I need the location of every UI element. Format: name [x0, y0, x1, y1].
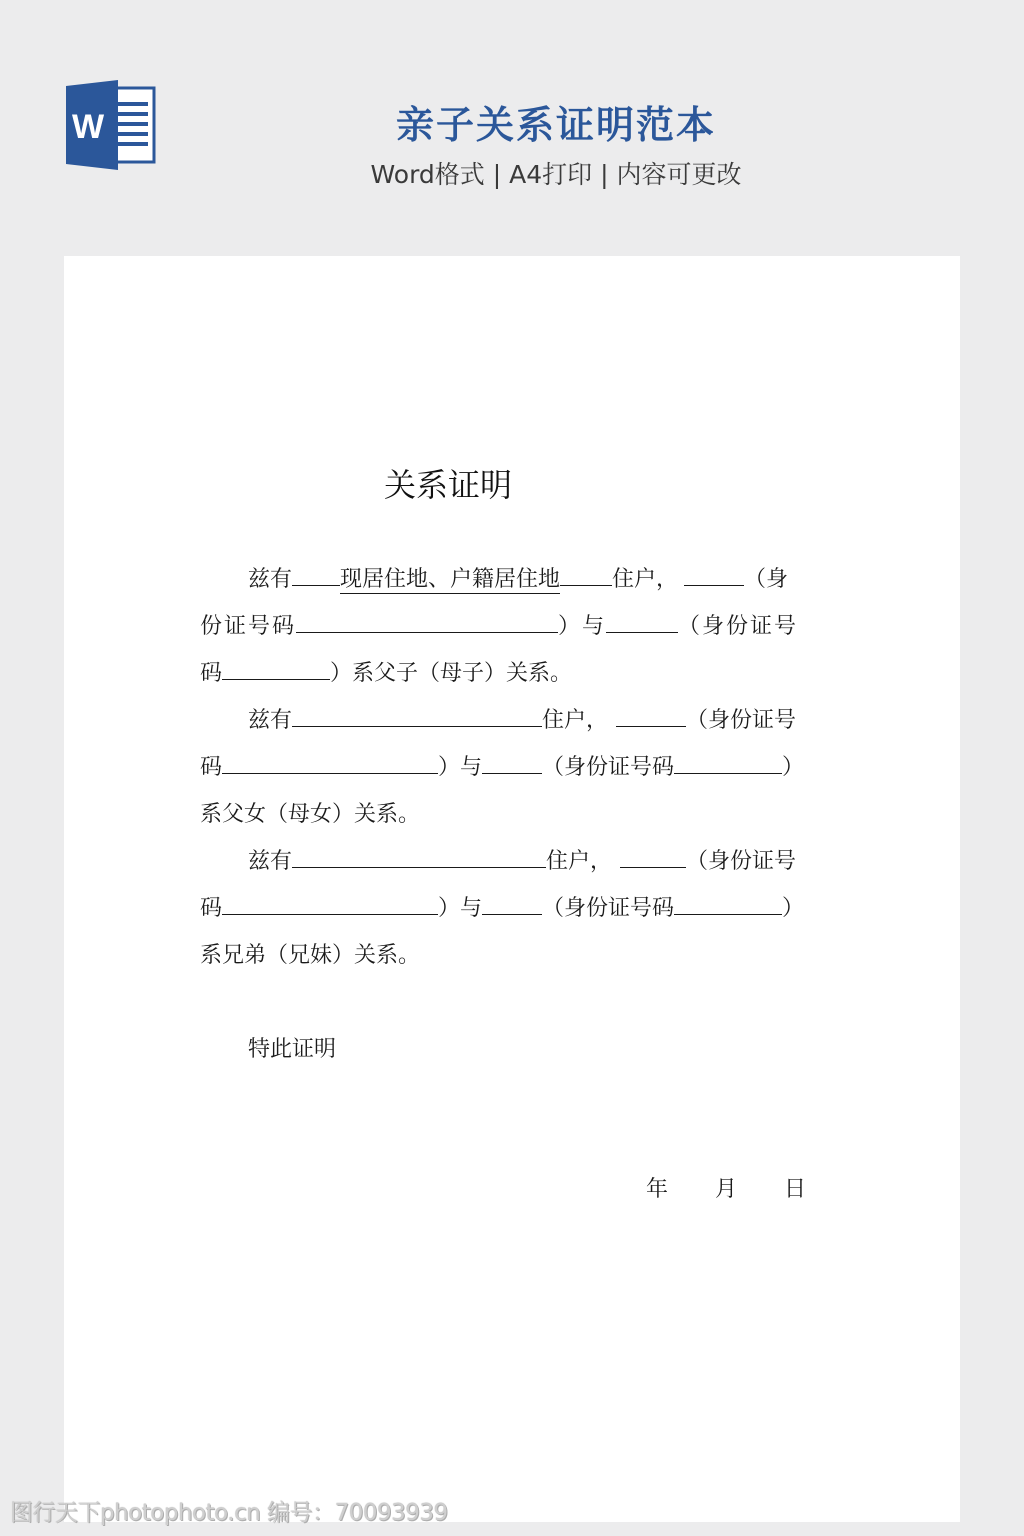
section2-line1: 兹有 住户， （身份证号 — [248, 703, 796, 734]
page-subtitle: Word格式 | A4打印 | 内容可更改 — [370, 160, 742, 189]
section2-line3: 系父女（母女）关系。 — [200, 802, 421, 827]
blank-field[interactable] — [560, 563, 612, 586]
closing-statement: 特此证明 — [248, 1037, 337, 1062]
section1-line2: 份证号码 ）与 （身份证号 — [200, 609, 798, 640]
blank-field[interactable] — [482, 751, 542, 774]
blank-field[interactable] — [674, 892, 782, 915]
blank-field[interactable] — [606, 610, 678, 633]
blank-field[interactable] — [620, 845, 686, 868]
section1-line3: 码 ）系父子（母子）关系。 — [200, 656, 572, 687]
section1-line1: 兹有 现居住地、户籍居住地 住户， （身 — [248, 562, 788, 594]
date-year: 年 — [646, 1177, 669, 1202]
section3-line3: 系兄弟（兄妹）关系。 — [200, 943, 421, 968]
blank-field[interactable] — [684, 563, 744, 586]
word-logo-letter: W — [71, 108, 105, 146]
blank-field[interactable] — [292, 563, 340, 586]
date-day: 日 — [784, 1177, 807, 1202]
blank-field[interactable] — [674, 751, 782, 774]
word-document-icon — [64, 80, 156, 170]
blank-field[interactable] — [616, 704, 686, 727]
filled-field[interactable]: 现居住地、户籍居住地 — [340, 562, 560, 594]
date-line — [646, 1172, 846, 1203]
document-title: 关系证明 — [383, 466, 512, 504]
page-title: 亲子关系证明范本 — [395, 103, 716, 147]
document-page — [64, 256, 960, 1522]
blank-field[interactable] — [292, 704, 542, 727]
blank-field[interactable] — [222, 751, 438, 774]
blank-field[interactable] — [292, 845, 546, 868]
section2-line2: 码 ）与 （身份证号码 ） — [200, 750, 804, 781]
blank-field[interactable] — [222, 657, 330, 680]
section3-line2: 码 ）与 （身份证号码 ） — [200, 891, 804, 922]
date-month: 月 — [715, 1177, 738, 1202]
section3-line1: 兹有 住户， （身份证号 — [248, 844, 796, 875]
watermark: 图行天下photophoto.cn 编号：70093939 — [10, 1500, 448, 1526]
blank-field[interactable] — [296, 610, 558, 633]
blank-field[interactable] — [222, 892, 438, 915]
blank-field[interactable] — [482, 892, 542, 915]
